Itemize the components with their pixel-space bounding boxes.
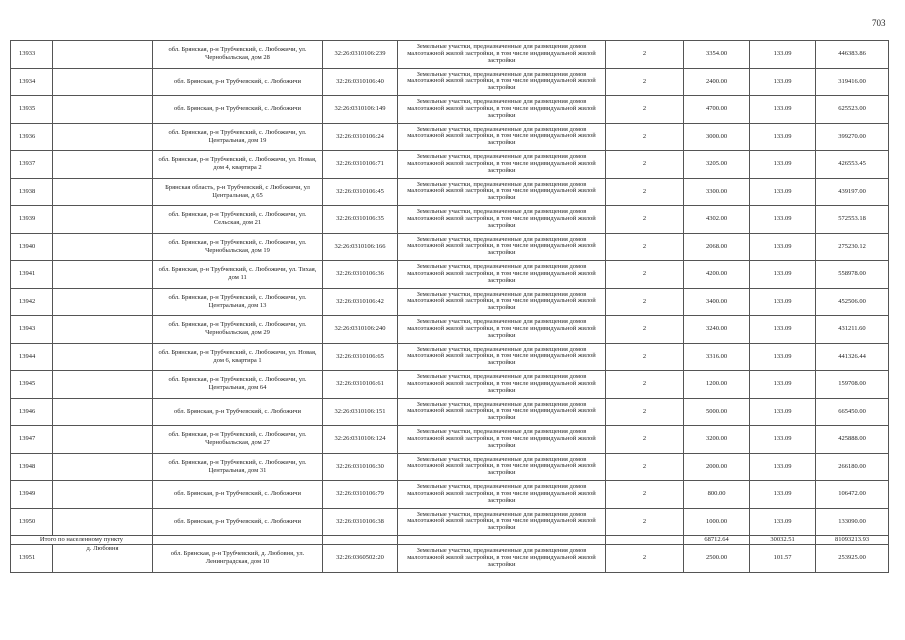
address-cell: обл. Брянская, р-н Трубчевский, с. Любожичи, ул. Чернобыльская, дом 29 — [153, 316, 323, 344]
area-cell: 2000.00 — [684, 453, 750, 481]
unit-value-cell: 101.57 — [750, 545, 816, 573]
total-empty-cell — [153, 536, 323, 545]
unit-value-cell: 133.09 — [750, 151, 816, 179]
land-use-cell: Земельные участки, предназначенные для размещения домов малоэтажной жилой застройки, в том числе индивидуальной жилой застройки — [398, 481, 606, 509]
table-body-total — [11, 536, 889, 545]
unit-value-cell: 133.09 — [750, 508, 816, 536]
cadastral-value-cell: 665450.00 — [816, 398, 889, 426]
area-cell: 1200.00 — [684, 371, 750, 399]
cadastral-number-cell: 32:26:0310106:30 — [323, 453, 398, 481]
land-use-cell: Земельные участки, предназначенные для размещения домов малоэтажной жилой застройки, в том числе индивидуальной жилой застройки — [398, 261, 606, 289]
category-cell: 2 — [606, 123, 684, 151]
cadastral-value-cell: 266180.00 — [816, 453, 889, 481]
category-cell: 2 — [606, 426, 684, 454]
address-cell: обл. Брянская, р-н Трубчевский, с. Любожичи, ул. Сельская, дом 21 — [153, 206, 323, 234]
row-number: 13950 — [11, 508, 53, 536]
table-row — [11, 453, 889, 481]
empty-cell — [53, 68, 153, 96]
land-use-cell: Земельные участки, предназначенные для размещения домов малоэтажной жилой застройки, в том числе индивидуальной жилой застройки — [398, 371, 606, 399]
category-cell: 2 — [606, 151, 684, 179]
category-cell: 2 — [606, 545, 684, 573]
land-use-cell: Земельные участки, предназначенные для размещения домов малоэтажной жилой застройки, в том числе индивидуальной жилой застройки — [398, 316, 606, 344]
cadastral-number-cell: 32:26:0310106:65 — [323, 343, 398, 371]
table-row — [11, 206, 889, 234]
land-use-cell: Земельные участки, предназначенные для размещения домов малоэтажной жилой застройки, в том числе индивидуальной жилой застройки — [398, 96, 606, 124]
total-empty-cell — [323, 536, 398, 545]
unit-value-cell: 133.09 — [750, 123, 816, 151]
cadastral-number-cell: 32:26:0310106:240 — [323, 316, 398, 344]
area-cell: 2068.00 — [684, 233, 750, 261]
table-row — [11, 481, 889, 509]
cadastral-value-cell: 275230.12 — [816, 233, 889, 261]
category-cell: 2 — [606, 316, 684, 344]
row-number: 13934 — [11, 68, 53, 96]
land-use-cell: Земельные участки, предназначенные для размещения домов малоэтажной жилой застройки, в том числе индивидуальной жилой застройки — [398, 68, 606, 96]
row-number: 13940 — [11, 233, 53, 261]
area-cell: 3205.00 — [684, 151, 750, 179]
empty-cell — [53, 316, 153, 344]
address-cell: обл. Брянская, р-н Трубчевский, с. Любожичи — [153, 481, 323, 509]
table-row — [11, 316, 889, 344]
address-cell: Брянская область, р-н Трубчевский, с Любожичи, ул Центральная, д 65 — [153, 178, 323, 206]
empty-cell — [53, 41, 153, 69]
land-use-cell: Земельные участки, предназначенные для размещения домов малоэтажной жилой застройки, в том числе индивидуальной жилой застройки — [398, 343, 606, 371]
cadastral-value-cell: 106472.00 — [816, 481, 889, 509]
area-cell: 3400.00 — [684, 288, 750, 316]
category-cell: 2 — [606, 371, 684, 399]
address-cell: обл. Брянская, р-н Трубчевский, с. Любожичи, ул. Тихая, дом 11 — [153, 261, 323, 289]
row-number: 13941 — [11, 261, 53, 289]
address-cell: обл. Брянская, р-н Трубчевский, с. Любожичи, ул. Чернобыльская, дом 28 — [153, 41, 323, 69]
row-number: 13948 — [11, 453, 53, 481]
row-number: 13937 — [11, 151, 53, 179]
address-cell: обл. Брянская, р-н Трубчевский, с. Любожичи, ул. Новая, дом 6, квартира 1 — [153, 343, 323, 371]
row-number: 13944 — [11, 343, 53, 371]
land-use-cell: Земельные участки, предназначенные для размещения домов малоэтажной жилой застройки, в том числе индивидуальной жилой застройки — [398, 426, 606, 454]
land-use-cell: Земельные участки, предназначенные для размещения домов малоэтажной жилой застройки, в том числе индивидуальной жилой застройки — [398, 288, 606, 316]
page-number: 703 — [872, 18, 886, 28]
cadastral-value-cell: 253925.00 — [816, 545, 889, 573]
category-cell: 2 — [606, 508, 684, 536]
row-number: 13935 — [11, 96, 53, 124]
category-cell: 2 — [606, 453, 684, 481]
empty-cell — [53, 343, 153, 371]
cadastral-value-cell: 426553.45 — [816, 151, 889, 179]
row-number: 13943 — [11, 316, 53, 344]
cadastral-value-cell: 558978.00 — [816, 261, 889, 289]
row-number: 13951 — [11, 545, 53, 573]
area-cell: 1000.00 — [684, 508, 750, 536]
unit-value-cell: 133.09 — [750, 453, 816, 481]
empty-cell — [53, 288, 153, 316]
category-cell: 2 — [606, 481, 684, 509]
table-row — [11, 426, 889, 454]
table-row — [11, 398, 889, 426]
table-row — [11, 508, 889, 536]
unit-value-cell: 133.09 — [750, 41, 816, 69]
area-cell: 3200.00 — [684, 426, 750, 454]
empty-cell — [53, 96, 153, 124]
category-cell: 2 — [606, 68, 684, 96]
land-use-cell: Земельные участки, предназначенные для размещения домов малоэтажной жилой застройки, в том числе индивидуальной жилой застройки — [398, 123, 606, 151]
unit-value-cell: 133.09 — [750, 288, 816, 316]
total-row — [11, 536, 889, 545]
cadastral-value-cell: 446383.86 — [816, 41, 889, 69]
category-cell: 2 — [606, 261, 684, 289]
total-empty-cell — [398, 536, 606, 545]
cadastral-number-cell: 32:26:0310106:45 — [323, 178, 398, 206]
unit-value-cell: 133.09 — [750, 316, 816, 344]
unit-value-cell: 133.09 — [750, 343, 816, 371]
land-use-cell: Земельные участки, предназначенные для размещения домов малоэтажной жилой застройки, в том числе индивидуальной жилой застройки — [398, 151, 606, 179]
table-row — [11, 261, 889, 289]
cadastral-value-cell: 133090.00 — [816, 508, 889, 536]
empty-cell — [53, 426, 153, 454]
row-number: 13939 — [11, 206, 53, 234]
land-use-cell: Земельные участки, предназначенные для размещения домов малоэтажной жилой застройки, в том числе индивидуальной жилой застройки — [398, 453, 606, 481]
cadastral-value-cell: 452506.00 — [816, 288, 889, 316]
table-row — [11, 123, 889, 151]
area-cell: 2400.00 — [684, 68, 750, 96]
table-row — [11, 545, 889, 573]
area-cell: 3240.00 — [684, 316, 750, 344]
address-cell: обл. Брянская, р-н Трубчевский, с. Любожичи, ул. Чернобыльская, дом 27 — [153, 426, 323, 454]
cadastral-number-cell: 32:26:0310106:239 — [323, 41, 398, 69]
category-cell: 2 — [606, 96, 684, 124]
unit-value-cell: 133.09 — [750, 371, 816, 399]
address-cell: обл. Брянская, р-н Трубчевский, с. Любожичи, ул. Чернобыльская, дом 19 — [153, 233, 323, 261]
cadastral-value-cell: 319416.00 — [816, 68, 889, 96]
area-cell: 4700.00 — [684, 96, 750, 124]
settlement-label: д. Любовня — [53, 545, 153, 573]
cadastral-number-cell: 32:26:0310106:42 — [323, 288, 398, 316]
unit-value-cell: 133.09 — [750, 481, 816, 509]
table-row — [11, 371, 889, 399]
address-cell: обл. Брянская, р-н Трубчевский, с. Любожичи, ул. Центральная, дом 13 — [153, 288, 323, 316]
unit-value-cell: 133.09 — [750, 398, 816, 426]
address-cell: обл. Брянская, р-н Трубчевский, с. Любожичи, ул. Новая, дом 4, квартира 2 — [153, 151, 323, 179]
land-use-cell: Земельные участки, предназначенные для размещения домов малоэтажной жилой застройки, в том числе индивидуальной жилой застройки — [398, 233, 606, 261]
cadastral-number-cell: 32:26:0310106:79 — [323, 481, 398, 509]
table-row — [11, 178, 889, 206]
address-cell: обл. Брянская, р-н Трубчевский, с. Любожичи, ул. Центральная, дом 64 — [153, 371, 323, 399]
table-body-next — [11, 545, 889, 573]
unit-value-cell: 133.09 — [750, 261, 816, 289]
table-body-main — [11, 41, 889, 536]
address-cell: обл. Брянская, р-н Трубчевский, с. Любожичи — [153, 508, 323, 536]
land-use-cell: Земельные участки, предназначенные для размещения домов малоэтажной жилой застройки, в том числе индивидуальной жилой застройки — [398, 398, 606, 426]
row-number: 13938 — [11, 178, 53, 206]
cadastral-value-cell: 572553.18 — [816, 206, 889, 234]
land-use-cell: Земельные участки, предназначенные для размещения домов малоэтажной жилой застройки, в том числе индивидуальной жилой застройки — [398, 545, 606, 573]
total-value: 81093213.93 — [816, 536, 889, 545]
total-label: Итого по населенному пункту — [11, 536, 153, 545]
address-cell: обл. Брянская, р-н Трубчевский, с. Любожичи, ул. Центральная, дом 19 — [153, 123, 323, 151]
row-number: 13942 — [11, 288, 53, 316]
unit-value-cell: 133.09 — [750, 206, 816, 234]
area-cell: 2500.00 — [684, 545, 750, 573]
cadastral-number-cell: 32:26:0360502:20 — [323, 545, 398, 573]
total-area: 68712.64 — [684, 536, 750, 545]
table-row — [11, 343, 889, 371]
cadastral-value-cell: 159708.00 — [816, 371, 889, 399]
empty-cell — [53, 206, 153, 234]
row-number: 13947 — [11, 426, 53, 454]
row-number: 13933 — [11, 41, 53, 69]
cadastral-number-cell: 32:26:0310106:166 — [323, 233, 398, 261]
cadastral-number-cell: 32:26:0310106:35 — [323, 206, 398, 234]
empty-cell — [53, 123, 153, 151]
row-number: 13945 — [11, 371, 53, 399]
area-cell: 800.00 — [684, 481, 750, 509]
land-use-cell: Земельные участки, предназначенные для размещения домов малоэтажной жилой застройки, в том числе индивидуальной жилой застройки — [398, 41, 606, 69]
cadastral-value-table — [10, 40, 889, 573]
table-row — [11, 68, 889, 96]
empty-cell — [53, 508, 153, 536]
area-cell: 3000.00 — [684, 123, 750, 151]
empty-cell — [53, 233, 153, 261]
address-cell: обл. Брянская, р-н Трубчевский, с. Любожичи — [153, 68, 323, 96]
cadastral-number-cell: 32:26:0310106:24 — [323, 123, 398, 151]
address-cell: обл. Брянская, р-н Трубчевский, с. Любожичи — [153, 96, 323, 124]
cadastral-number-cell: 32:26:0310106:71 — [323, 151, 398, 179]
cadastral-number-cell: 32:26:0310106:124 — [323, 426, 398, 454]
address-cell: обл. Брянская, р-н Трубчевский, д. Любовня, ул. Ленинградская, дом 10 — [153, 545, 323, 573]
category-cell: 2 — [606, 343, 684, 371]
empty-cell — [53, 178, 153, 206]
empty-cell — [53, 453, 153, 481]
area-cell: 4200.00 — [684, 261, 750, 289]
unit-value-cell: 133.09 — [750, 68, 816, 96]
empty-cell — [53, 481, 153, 509]
address-cell: обл. Брянская, р-н Трубчевский, с. Любожичи — [153, 398, 323, 426]
cadastral-value-cell: 441326.44 — [816, 343, 889, 371]
cadastral-value-cell: 431211.60 — [816, 316, 889, 344]
category-cell: 2 — [606, 178, 684, 206]
cadastral-value-cell: 439197.00 — [816, 178, 889, 206]
land-use-cell: Земельные участки, предназначенные для размещения домов малоэтажной жилой застройки, в том числе индивидуальной жилой застройки — [398, 508, 606, 536]
unit-value-cell: 133.09 — [750, 96, 816, 124]
cadastral-number-cell: 32:26:0310106:36 — [323, 261, 398, 289]
land-use-cell: Земельные участки, предназначенные для размещения домов малоэтажной жилой застройки, в том числе индивидуальной жилой застройки — [398, 206, 606, 234]
table-row — [11, 233, 889, 261]
area-cell: 3316.00 — [684, 343, 750, 371]
table-row — [11, 41, 889, 69]
unit-value-cell: 133.09 — [750, 178, 816, 206]
empty-cell — [53, 151, 153, 179]
table-row — [11, 96, 889, 124]
empty-cell — [53, 371, 153, 399]
cadastral-number-cell: 32:26:0310106:149 — [323, 96, 398, 124]
area-cell: 3300.00 — [684, 178, 750, 206]
category-cell: 2 — [606, 41, 684, 69]
cadastral-value-cell: 625523.00 — [816, 96, 889, 124]
unit-value-cell: 133.09 — [750, 233, 816, 261]
cadastral-number-cell: 32:26:0310106:38 — [323, 508, 398, 536]
land-use-cell: Земельные участки, предназначенные для размещения домов малоэтажной жилой застройки, в том числе индивидуальной жилой застройки — [398, 178, 606, 206]
category-cell: 2 — [606, 206, 684, 234]
cadastral-value-cell: 399270.00 — [816, 123, 889, 151]
empty-cell — [53, 398, 153, 426]
cadastral-number-cell: 32:26:0310106:61 — [323, 371, 398, 399]
table-row — [11, 288, 889, 316]
address-cell: обл. Брянская, р-н Трубчевский, с. Любожичи, ул. Центральная, дом 31 — [153, 453, 323, 481]
unit-value-cell: 133.09 — [750, 426, 816, 454]
area-cell: 5000.00 — [684, 398, 750, 426]
area-cell: 4302.00 — [684, 206, 750, 234]
total-price: 30032.51 — [750, 536, 816, 545]
category-cell: 2 — [606, 398, 684, 426]
cadastral-number-cell: 32:26:0310106:40 — [323, 68, 398, 96]
cadastral-number-cell: 32:26:0310106:151 — [323, 398, 398, 426]
cadastral-value-cell: 425888.00 — [816, 426, 889, 454]
area-cell: 3354.00 — [684, 41, 750, 69]
empty-cell — [53, 261, 153, 289]
total-empty-cell — [606, 536, 684, 545]
table-row — [11, 151, 889, 179]
row-number: 13946 — [11, 398, 53, 426]
row-number: 13949 — [11, 481, 53, 509]
category-cell: 2 — [606, 288, 684, 316]
row-number: 13936 — [11, 123, 53, 151]
category-cell: 2 — [606, 233, 684, 261]
